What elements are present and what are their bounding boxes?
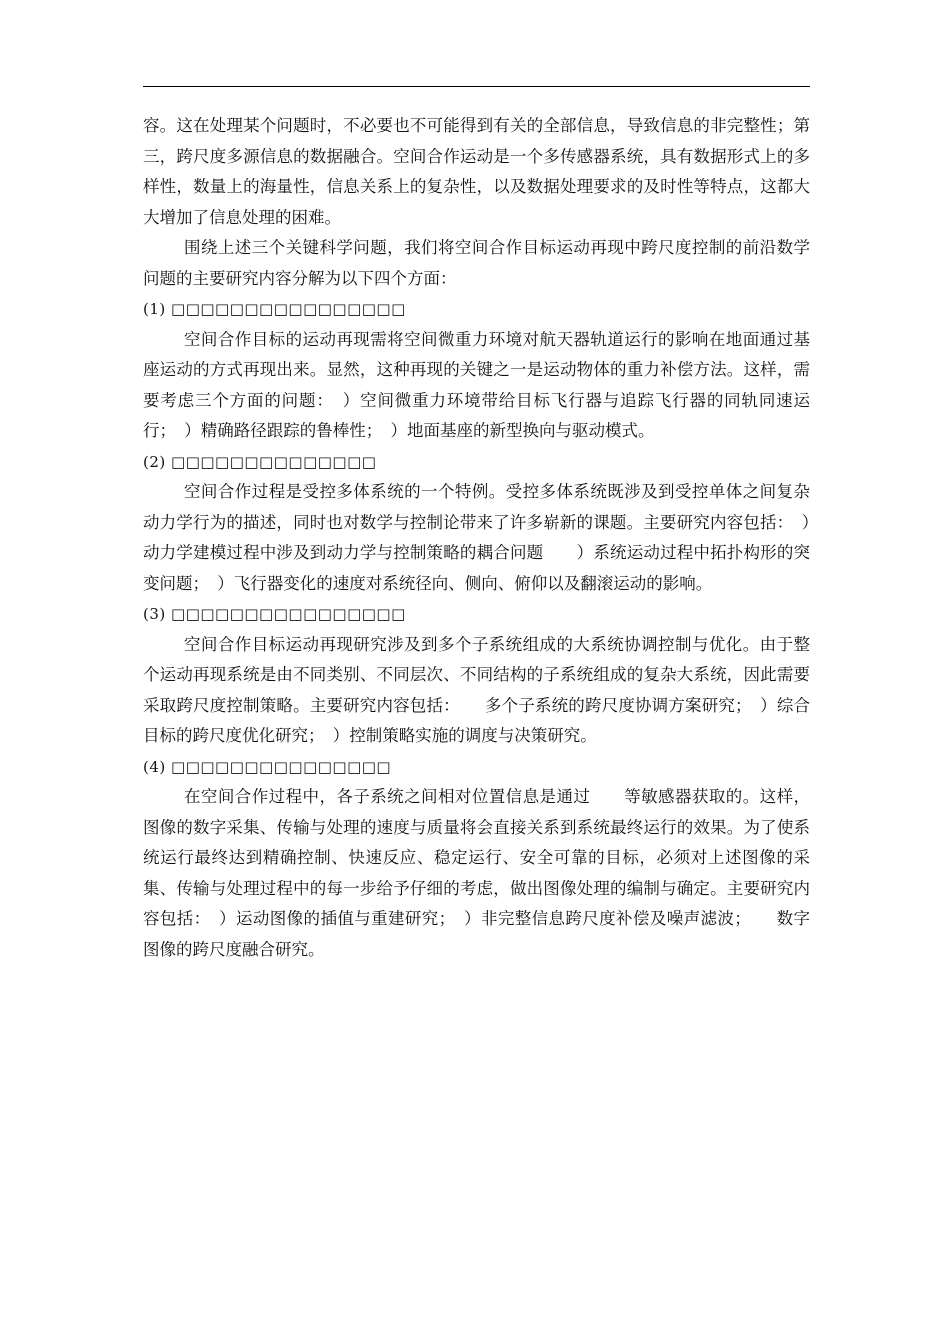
paragraph-continuation: 容。这在处理某个问题时，不必要也不可能得到有关的全部信息，导致信息的非完整性；第三，跨尺度多源信息的数据融合。空间合作运动是一个多传感器系统，具有数据形式上的多样性，数量上的海量性，信息关系上的复杂性，以及数据处理要求的及时性等特点，这都大大增加了信息处理的困难。 <box>143 116 810 227</box>
paragraph-section-4: 在空间合作过程中，各子系统之间相对位置信息是通过 等敏感器获取的。这样，图像的数字采集、传输与处理的速度与质量将会直接关系到系统最终运行的效果。为了使系统运行最终达到精确控制、快速反应、稳定运行、安全可靠的目标，必须对上述图像的采集、传输与处理过程中的每一步给予仔细的考虑，做出图像处理的编制与确定。主要研究内容包括： ）运动图像的插值与重建研究； ）非完整信息跨尺度补偿及噪声滤波； 数字图像的跨尺度融合研究。 <box>143 787 810 959</box>
paragraph-section-2: 空间合作过程是受控多体系统的一个特例。受控多体系统既涉及到受控单体之间复杂动力学行为的描述，同时也对数学与控制论带来了许多崭新的课题。主要研究内容包括： ）动力学建模过程中涉及到动力学与控制策略的耦合问题 ）系统运动过程中拓扑构形的突变问题； ）飞行器变化的速度对系统径向、侧向、俯仰以及翻滚运动的影响。 <box>143 482 810 593</box>
paragraph-section-1: 空间合作目标的运动再现需将空间微重力环境对航天器轨道运行的影响在地面通过基座运动的方式再现出来。显然，这种再现的关键之一是运动物体的重力补偿方法。这样，需要考虑三个方面的问题： ）空间微重力环境带给目标飞行器与追踪飞行器的同轨同速运行； ）精确路径跟踪的鲁棒性； ）地面基座的新型换向与驱动模式。 <box>143 329 810 440</box>
paragraph-section-3: 空间合作目标运动再现研究涉及到多个子系统组成的大系统协调控制与优化。由于整个运动再现系统是由不同类别、不同层次、不同结构的子系统组成的复杂大系统，因此需要采取跨尺度控制策略。主要研究内容包括： 多个子系统的跨尺度协调方案研究； ）综合目标的跨尺度优化研究； ）控制策略实施的调度与决策研究。 <box>143 634 810 745</box>
body-text <box>143 111 810 965</box>
section-heading-3: (3) □□□□□□□□□□□□□□□□ <box>143 605 406 623</box>
header-rule <box>143 86 810 87</box>
section-heading-1: (1) □□□□□□□□□□□□□□□□ <box>143 300 406 318</box>
section-heading-4: (4) □□□□□□□□□□□□□□□ <box>143 757 392 776</box>
paragraph-intro: 围绕上述三个关键科学问题，我们将空间合作目标运动再现中跨尺度控制的前沿数学问题的主要研究内容分解为以下四个方面： <box>143 238 810 288</box>
section-heading-2: (2) □□□□□□□□□□□□□□ <box>143 452 377 471</box>
